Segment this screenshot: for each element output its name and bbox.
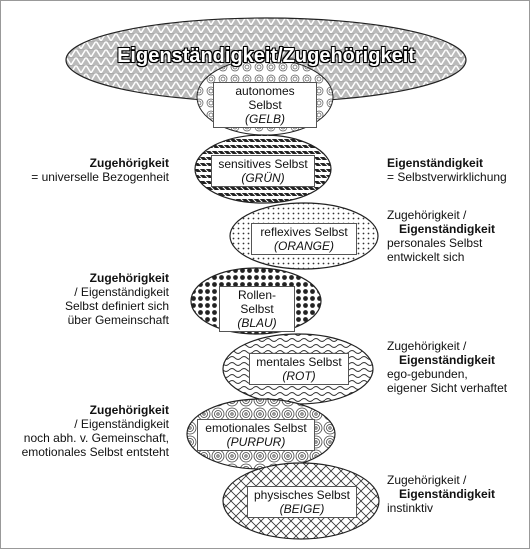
annotation-beige-right (387, 473, 527, 515)
level-box-gruen (211, 155, 315, 187)
annotation-line: / Eigenständigkeit (74, 285, 169, 299)
annotation-bold: Eigenständigkeit (399, 353, 496, 367)
level-color: (BLAU) (237, 316, 277, 330)
level-name: mentales Selbst (256, 355, 342, 369)
level-box-rot (249, 353, 349, 385)
annotation-line: personales Selbst (387, 236, 483, 250)
annotation-line: eigener Sicht verhaftet (387, 381, 508, 395)
annotation-gruen-left (6, 156, 169, 184)
annotation-line: = Selbstverwirklichung (387, 170, 507, 184)
level-name: physisches Selbst (253, 488, 351, 502)
annotation-bold: Eigenständigkeit (387, 156, 484, 170)
level-color: (ORANGE) (274, 239, 334, 253)
level-name: Rollen-Selbst (237, 288, 276, 316)
annotation-gruen-right (387, 156, 527, 184)
level-box-beige (247, 486, 357, 518)
level-box-blau (219, 286, 295, 332)
level-name: reflexives Selbst (260, 225, 348, 239)
diagram-title: Eigenständigkeit/Zugehörigkeit (117, 45, 415, 67)
annotation-line: Selbst definiert sich (64, 299, 169, 313)
level-color: (ROT) (282, 369, 316, 383)
level-color: (PURPUR) (226, 435, 286, 449)
annotation-line: entwickelt sich (387, 250, 465, 264)
annotation-bold: Eigenständigkeit (399, 222, 496, 236)
level-name: sensitives Selbst (218, 157, 308, 171)
annotation-line: emotionales Selbst entsteht (21, 445, 169, 459)
annotation-bold: Zugehörigkeit (89, 156, 169, 170)
annotation-line: Zugehörigkeit / (387, 208, 467, 222)
annotation-purpur-left (3, 403, 169, 459)
annotation-blau-left (6, 271, 169, 327)
annotation-line: / Eigenständigkeit (74, 417, 169, 431)
annotation-bold: Zugehörigkeit (89, 271, 169, 285)
level-color: (GRÜN) (241, 171, 285, 185)
level-name: autonomes Selbst (235, 84, 295, 112)
level-color: (GELB) (244, 112, 285, 126)
annotation-bold: Zugehörigkeit (89, 403, 169, 417)
level-box-gelb (213, 82, 317, 128)
annotation-line: noch abh. v. Gemeinschaft, (23, 431, 169, 445)
level-name: emotionales Selbst (205, 421, 307, 435)
annotation-line: über Gemeinschaft (67, 313, 169, 327)
level-color: (BEIGE) (279, 502, 325, 516)
annotation-line: Zugehörigkeit / (387, 339, 467, 353)
annotation-bold: Eigenständigkeit (399, 487, 496, 501)
annotation-orange-right (387, 208, 527, 264)
level-box-orange (251, 223, 357, 255)
annotation-rot-right (387, 339, 527, 395)
annotation-line: = universelle Bezogenheit (31, 170, 169, 184)
annotation-line: ego-gebunden, (387, 367, 468, 381)
annotation-line: instinktiv (387, 501, 434, 515)
annotation-line: Zugehörigkeit / (387, 473, 467, 487)
level-box-purpur (197, 419, 315, 451)
